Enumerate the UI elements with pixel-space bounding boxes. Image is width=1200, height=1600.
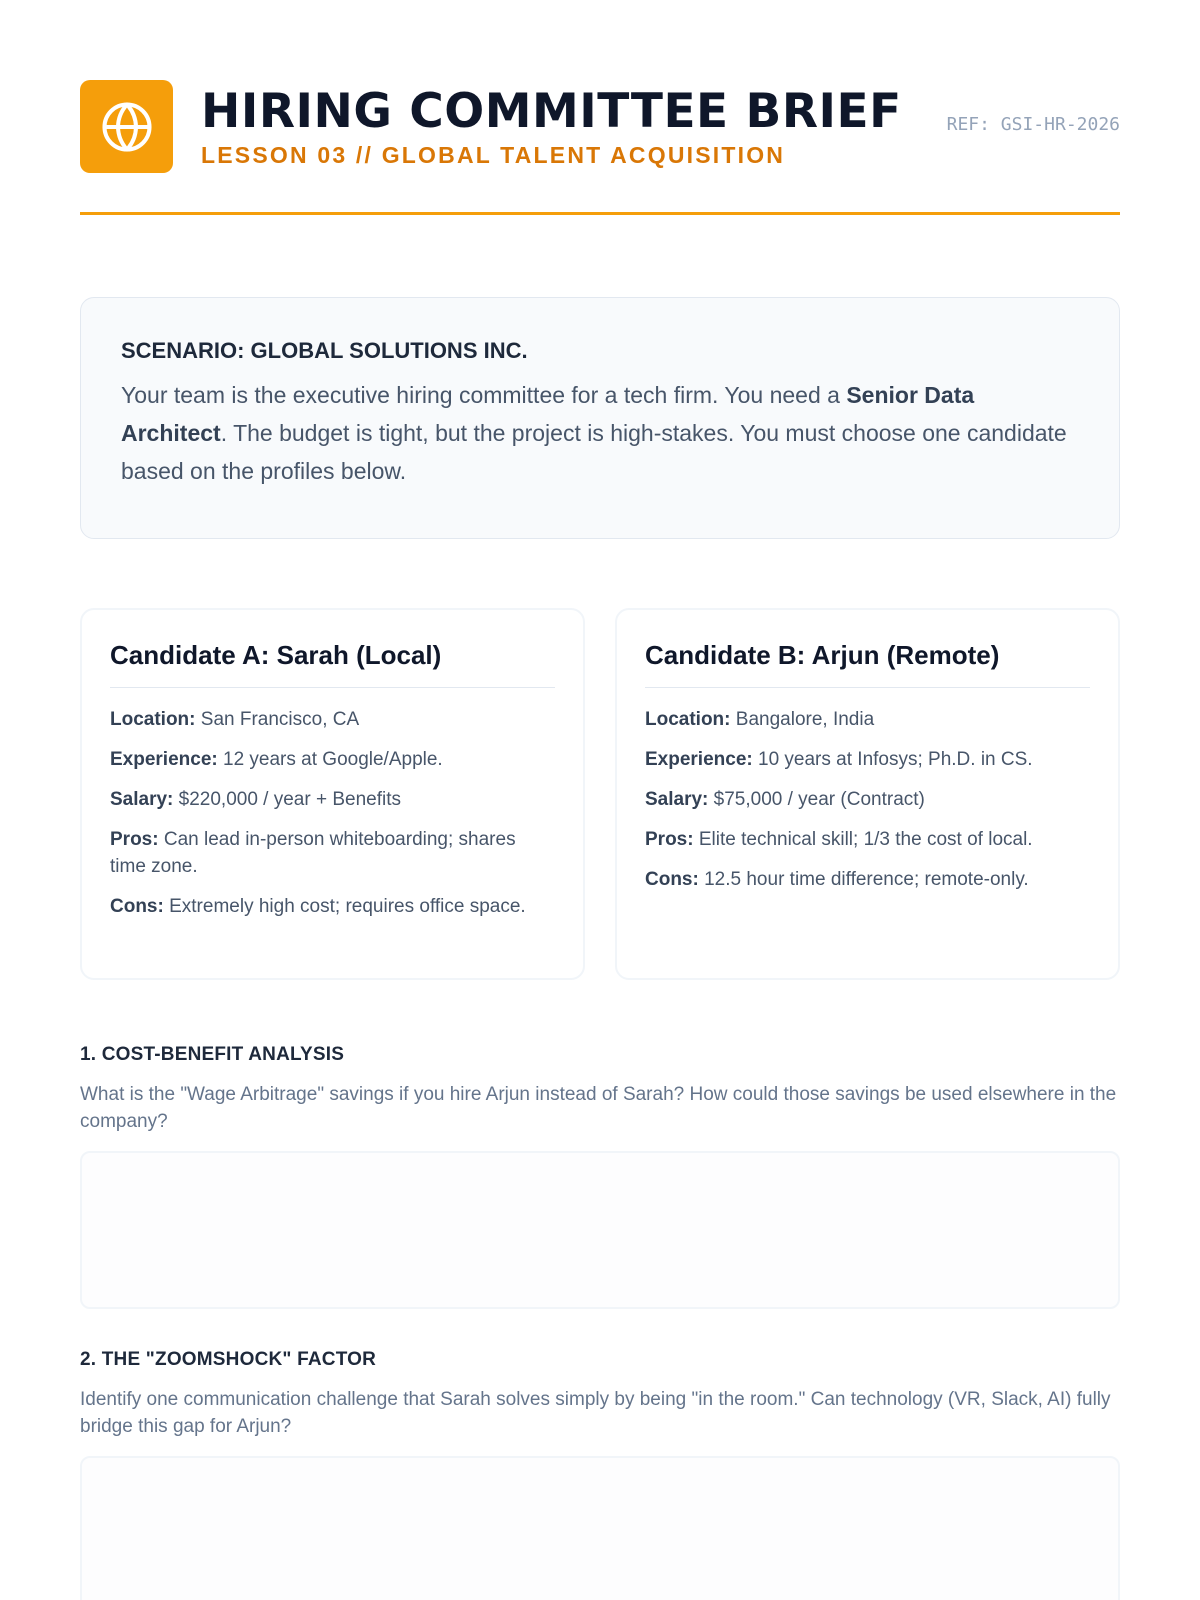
logo-badge — [80, 80, 173, 173]
globe-icon — [100, 100, 154, 154]
field-label: Salary: — [645, 789, 709, 810]
field-value: Extremely high cost; requires office space. — [169, 896, 526, 917]
candidate-experience — [110, 746, 555, 773]
candidate-profiles — [80, 608, 1120, 980]
candidate-card-b — [615, 608, 1120, 980]
question-prompt: What is the "Wage Arbitrage" savings if you hire Arjun instead of Sarah? How could those savings be used elsewhere in the company? — [80, 1084, 1117, 1132]
field-value: Bangalore, India — [735, 709, 875, 730]
field-value: 12 years at Google/Apple. — [223, 749, 443, 770]
candidate-pros — [110, 826, 555, 880]
scenario-title: SCENARIO: GLOBAL SOLUTIONS INC. — [121, 338, 528, 363]
field-value: 12.5 hour time difference; remote-only. — [704, 869, 1029, 890]
page-title: HIRING COMMITTEE BRIEF — [201, 84, 902, 139]
field-label: Location: — [110, 709, 196, 730]
field-value: $75,000 / year (Contract) — [713, 789, 925, 810]
candidate-salary — [645, 786, 1090, 813]
field-label: Cons: — [110, 896, 164, 917]
scenario-text-rest: . The budget is tight, but the project is high-stakes. You must choose one candidate based on the profiles below. — [121, 420, 1067, 484]
candidate-experience — [645, 746, 1090, 773]
field-value: 10 years at Infosys; Ph.D. in CS. — [758, 749, 1033, 770]
field-label: Experience: — [110, 749, 218, 770]
field-label: Cons: — [645, 869, 699, 890]
field-value: Can lead in-person whiteboarding; shares time zone. — [110, 829, 516, 877]
field-label: Pros: — [645, 829, 694, 850]
scenario-panel — [80, 297, 1120, 539]
reference-code: REF: GSI-HR-2026 — [946, 114, 1120, 135]
scenario-role: Senior Data Architect — [121, 382, 975, 446]
brief-header — [80, 80, 1120, 215]
title-block — [201, 86, 902, 169]
field-label: Salary: — [110, 789, 174, 810]
candidate-location — [110, 706, 555, 733]
candidate-cons — [645, 866, 1090, 893]
field-label: Pros: — [110, 829, 159, 850]
scenario-text — [121, 376, 1079, 490]
scenario-text-intro: Your team is the executive hiring committee for a tech firm. You need a — [121, 382, 847, 408]
candidate-cons — [110, 893, 555, 920]
answer-box-2[interactable] — [80, 1456, 1120, 1600]
lesson-subtitle: LESSON 03 // GLOBAL TALENT ACQUISITION — [201, 142, 786, 168]
candidate-location — [645, 706, 1090, 733]
field-label: Experience: — [645, 749, 753, 770]
question-1 — [80, 1044, 1120, 1309]
candidate-title: Candidate A: Sarah (Local) — [110, 640, 555, 688]
field-value: San Francisco, CA — [200, 709, 360, 730]
candidate-salary — [110, 786, 555, 813]
answer-box-1[interactable] — [80, 1151, 1120, 1309]
question-title: 1. COST-BENEFIT ANALYSIS — [80, 1044, 345, 1065]
question-prompt: Identify one communication challenge that Sarah solves simply by being "in the room." Can technology (VR, Slack, AI) fully bridge this gap for Arjun? — [80, 1389, 1111, 1437]
candidate-card-a — [80, 608, 585, 980]
field-value: Elite technical skill; 1/3 the cost of local. — [698, 829, 1033, 850]
field-value: $220,000 / year + Benefits — [178, 789, 402, 810]
candidate-pros — [645, 826, 1090, 853]
question-title: 2. THE "ZOOMSHOCK" FACTOR — [80, 1349, 377, 1370]
question-2 — [80, 1349, 1120, 1600]
candidate-title: Candidate B: Arjun (Remote) — [645, 640, 1090, 688]
field-label: Location: — [645, 709, 731, 730]
